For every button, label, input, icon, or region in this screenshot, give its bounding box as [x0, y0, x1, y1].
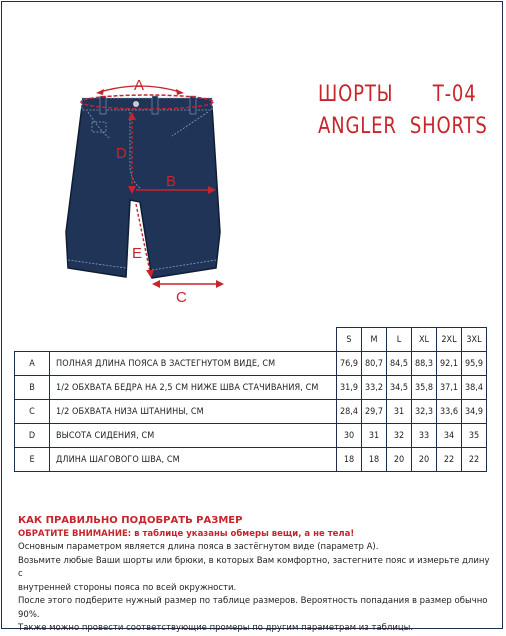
cell-value: 38,4 [462, 376, 487, 400]
row-code: B [15, 376, 50, 400]
cell-value: 20 [412, 448, 437, 472]
table-row [15, 376, 487, 400]
cell-value: 35 [462, 424, 487, 448]
size-header-row [15, 328, 487, 352]
size-table [14, 327, 487, 472]
table-row [15, 424, 487, 448]
row-description: ПОЛНАЯ ДЛИНА ПОЯСА В ЗАСТЕГНУТОМ ВИДЕ, СМ [50, 352, 337, 376]
row-code: D [15, 424, 50, 448]
size-header: M [362, 328, 387, 352]
cell-value: 22 [437, 448, 462, 472]
guide-line: внутренней стороны пояса по всей окружности. [18, 582, 237, 593]
measure-d-label: D [116, 145, 127, 162]
shorts-body [66, 106, 220, 278]
cell-value: 28,4 [337, 400, 362, 424]
cell-value: 22 [462, 448, 487, 472]
row-description: ВЫСОТА СИДЕНИЯ, СМ [50, 424, 337, 448]
cell-value: 31,9 [337, 376, 362, 400]
table-row [15, 352, 487, 376]
cell-value: 37,1 [437, 376, 462, 400]
product-title: ШОРТЫ Т-04 [318, 82, 477, 107]
row-description: ДЛИНА ШАГОВОГО ШВА, СМ [50, 448, 337, 472]
cell-value: 88,3 [412, 352, 437, 376]
row-description: 1/2 ОБХВАТА НИЗА ШТАНИНЫ, СМ [50, 400, 337, 424]
cell-value: 33,2 [362, 376, 387, 400]
cell-value: 84,5 [387, 352, 412, 376]
size-header: XL [412, 328, 437, 352]
cell-value: 33,6 [437, 400, 462, 424]
table-row [15, 400, 487, 424]
guide-line: После этого подберите нужный размер по таблице размеров. Вероятность попадания в размер обычно 90%. [18, 596, 488, 620]
row-code: E [15, 448, 50, 472]
product-subtitle: ANGLER SHORTS [318, 114, 488, 139]
cell-value: 92,1 [437, 352, 462, 376]
cell-value: 34,9 [462, 400, 487, 424]
size-header: L [387, 328, 412, 352]
cell-value: 30 [337, 424, 362, 448]
row-code: C [15, 400, 50, 424]
cell-value: 33 [412, 424, 437, 448]
row-description: 1/2 ОБХВАТА БЕДРА НА 2,5 СМ НИЖЕ ШВА СТАЧИВАНИЯ, СМ [50, 376, 337, 400]
row-code: A [15, 352, 50, 376]
size-header: 2XL [437, 328, 462, 352]
cell-value: 34 [437, 424, 462, 448]
cell-value: 80,7 [362, 352, 387, 376]
guide-line: Возьмите любые Ваши шорты или брюки, в которых Вам комфортно, застегните пояс и измерьте длину с [18, 555, 490, 579]
cell-value: 35,8 [412, 376, 437, 400]
shorts-illustration [60, 72, 260, 312]
guide-warning: ОБРАТИТЕ ВНИМАНИЕ: в таблице указаны обмеры вещи, а не тела! [18, 528, 355, 539]
cell-value: 32 [387, 424, 412, 448]
cell-value: 95,9 [462, 352, 487, 376]
size-guide [18, 514, 493, 636]
cell-value: 18 [337, 448, 362, 472]
cell-value: 20 [387, 448, 412, 472]
cell-value: 31 [387, 400, 412, 424]
cell-value: 76,9 [337, 352, 362, 376]
table-row [15, 448, 487, 472]
cell-value: 31 [362, 424, 387, 448]
size-header: S [337, 328, 362, 352]
guide-line: Также можно провести соответствующие промеры по другим параметрам из таблицы. [18, 623, 414, 633]
cell-value: 18 [362, 448, 387, 472]
measure-c-label: C [176, 289, 187, 306]
guide-title: КАК ПРАВИЛЬНО ПОДОБРАТЬ РАЗМЕР [18, 515, 243, 526]
cell-value: 34,5 [387, 376, 412, 400]
size-header: 3XL [462, 328, 487, 352]
measure-e-label: E [132, 245, 143, 262]
guide-line: Основным параметром является длина пояса в застёгнутом виде (параметр А). [18, 542, 379, 552]
measure-a-label: A [134, 77, 145, 94]
cell-value: 29,7 [362, 400, 387, 424]
cell-value: 32,3 [412, 400, 437, 424]
measure-b-label: B [166, 173, 177, 190]
